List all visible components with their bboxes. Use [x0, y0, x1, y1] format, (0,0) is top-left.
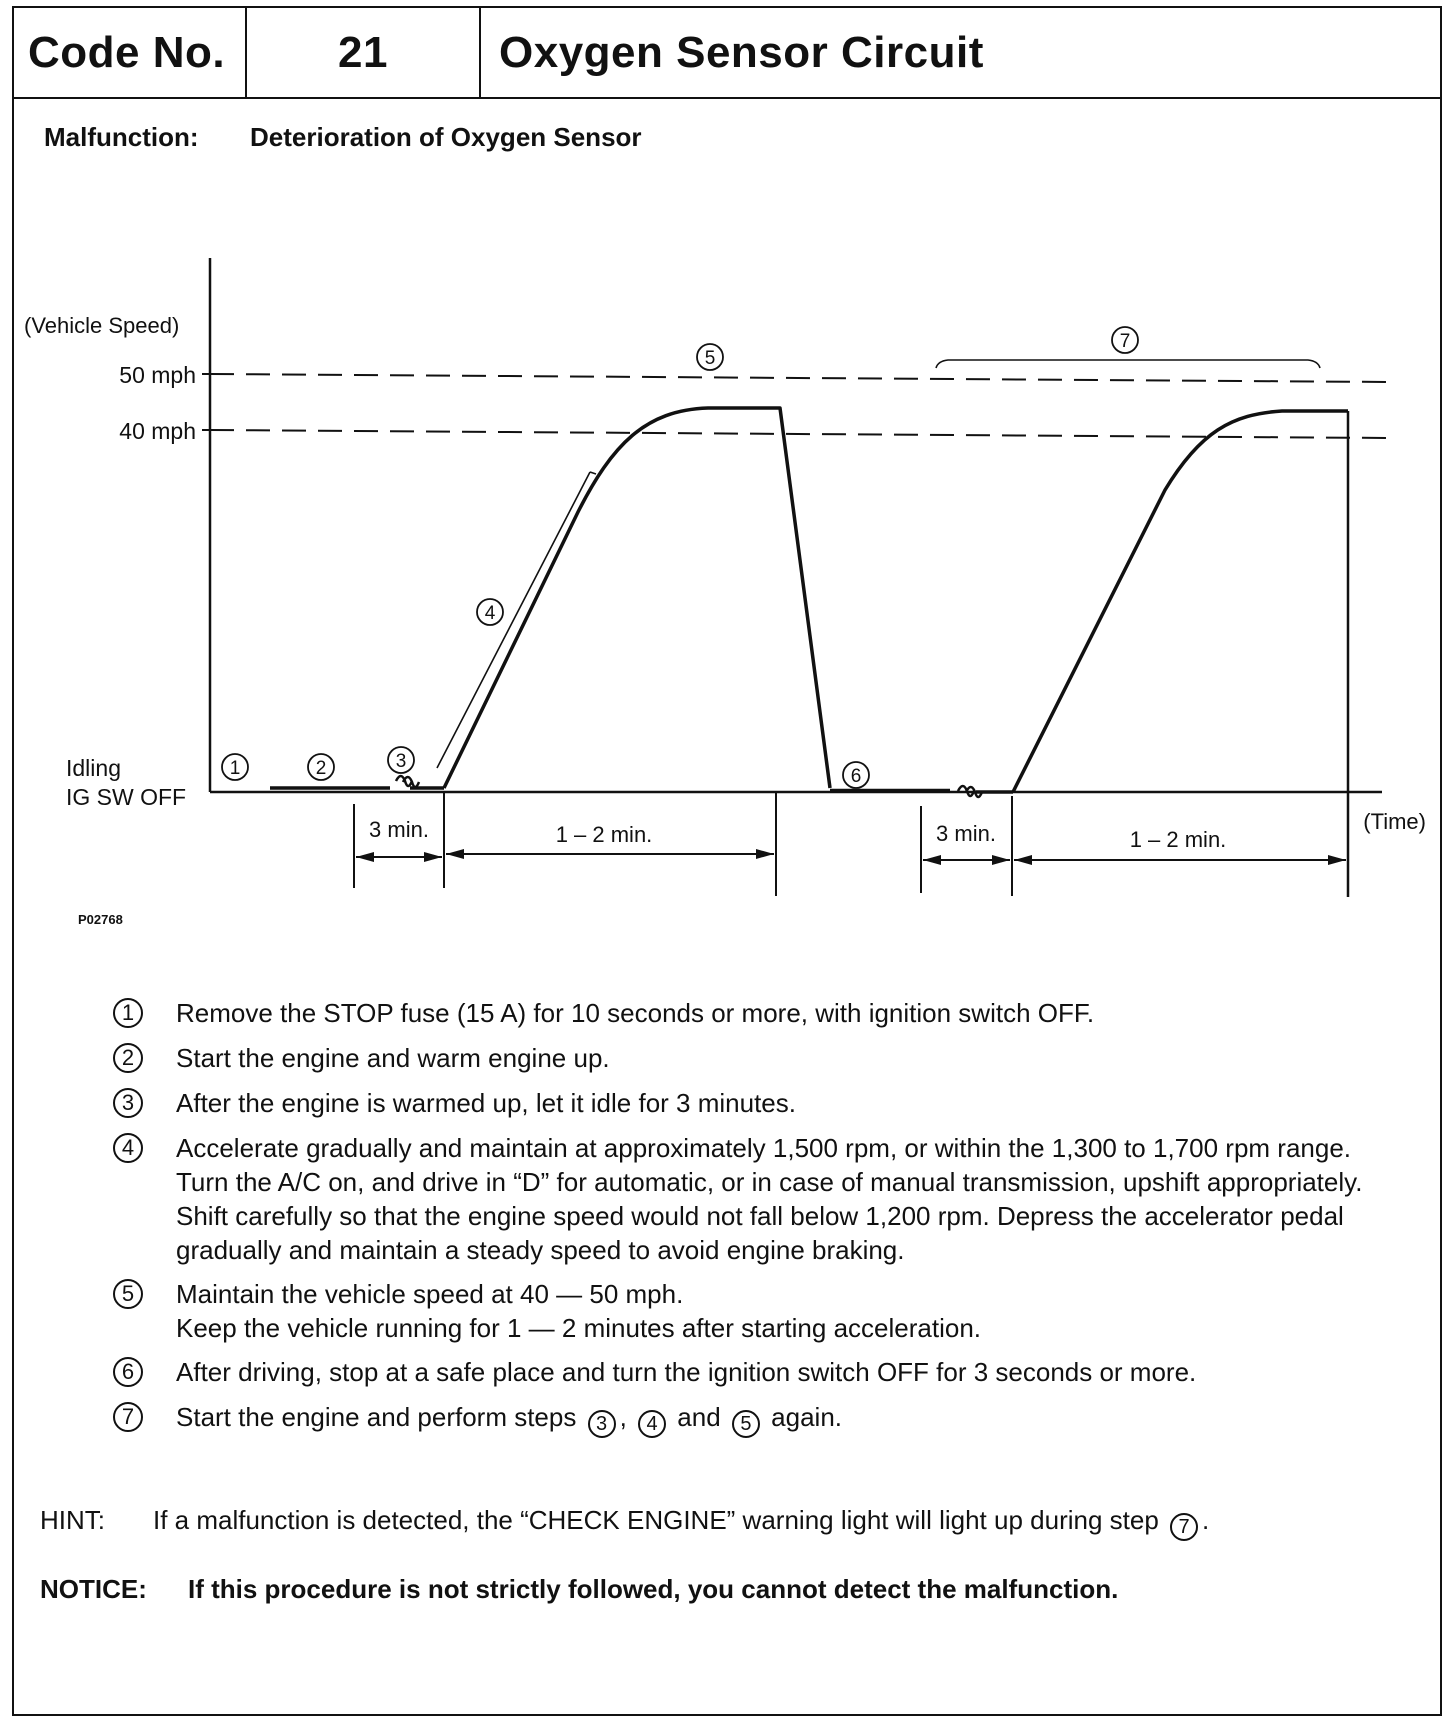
speed-curve-1: [444, 408, 830, 788]
marker-2-number: 2: [315, 758, 327, 779]
marker-4: [477, 599, 503, 625]
step-6-number: 6: [113, 1357, 143, 1387]
speed-curve-2: [1013, 411, 1348, 792]
step4-bracket-top: [590, 472, 596, 474]
marker-3-number: 3: [395, 751, 407, 772]
step-7-text: [176, 1400, 842, 1438]
label-50mph: 50 mph: [119, 362, 196, 388]
step-3: [110, 1086, 1390, 1121]
step-7-number: 7: [113, 1402, 143, 1432]
hint-body: [153, 1505, 1209, 1541]
step-5-body: [176, 1277, 981, 1345]
page-title: Oxygen Sensor Circuit: [499, 27, 984, 77]
step-6-text: After driving, stop at a safe place and turn the ignition switch OFF for 3 seconds or more.: [176, 1357, 1197, 1387]
label-12min-b: 1 – 2 min.: [1129, 827, 1227, 852]
arrow-3min-a-right: [424, 852, 442, 862]
step-6: [110, 1355, 1390, 1390]
marker-2: [308, 754, 334, 780]
break-mark-1: [396, 776, 419, 787]
step-5: [110, 1277, 1390, 1345]
marker-7: [1112, 327, 1138, 353]
step-2: [110, 1041, 1390, 1076]
malfunction-label: Malfunction:: [44, 122, 199, 152]
step4-bracket: [437, 472, 590, 768]
code-label: Code No.: [14, 8, 247, 97]
figure-code: P02768: [78, 912, 123, 927]
arrow-3min-b-right: [992, 855, 1010, 865]
step-7-comma: ,: [619, 1402, 627, 1432]
hint-end: .: [1202, 1505, 1210, 1535]
step-3-number: 3: [113, 1088, 143, 1118]
code-value: 21: [247, 8, 481, 97]
step-1-text: Remove the STOP fuse (15 A) for 10 seconds or more, with ignition switch OFF.: [176, 998, 1095, 1028]
arrow-12min-b-right: [1328, 855, 1346, 865]
step-4-number: 4: [113, 1133, 143, 1163]
step-4: [110, 1131, 1390, 1267]
arrow-12min-a-left: [446, 849, 464, 859]
notice-text: If this procedure is not strictly followed, you cannot detect the malfunction.: [188, 1574, 1119, 1604]
y-axis-label: (Vehicle Speed): [24, 313, 180, 338]
label-ig-sw-off: IG SW OFF: [66, 784, 187, 810]
label-idling: Idling: [66, 755, 121, 781]
dashed-line-50mph: [210, 374, 1390, 382]
arrow-12min-b-left: [1014, 855, 1032, 865]
label-3min-b: 3 min.: [936, 821, 996, 846]
step-4-text: Accelerate gradually and maintain at approximately 1,500 rpm, or within the 1,300 to 1,700 rpm range. Turn the A/C on, and drive in “D” for automatic, or in case of manual transmission, upshift appropriately. Shift carefully so that the engine speed would not fall below 1,200 rpm. Depress the accelerator pedal gradually and maintain a steady speed to avoid engine braking.: [176, 1133, 1363, 1265]
label-12min-a: 1 – 2 min.: [555, 822, 653, 847]
step-3-text: After the engine is warmed up, let it idle for 3 minutes.: [176, 1088, 796, 1118]
marker-1: [222, 754, 248, 780]
hint-label: HINT:: [40, 1505, 105, 1535]
step-7-text-before: Start the engine and perform steps: [176, 1402, 577, 1432]
marker-6: [843, 762, 869, 788]
step-7: [110, 1400, 1390, 1438]
procedure-steps: [110, 996, 1390, 1448]
step-7-ref-5: 5: [732, 1410, 760, 1438]
step-1-number: 1: [113, 998, 143, 1028]
step-7-text-after: again.: [771, 1402, 842, 1432]
label-time: (Time): [1363, 809, 1426, 834]
marker-3: [388, 747, 414, 773]
step-5-text: Maintain the vehicle speed at 40 — 50 mph.: [176, 1279, 684, 1309]
malfunction-text: Deterioration of Oxygen Sensor: [250, 122, 642, 152]
step-5-text-2: Keep the vehicle running for 1 — 2 minutes after starting acceleration.: [176, 1313, 981, 1343]
arrow-3min-a-left: [356, 852, 374, 862]
label-3min-a: 3 min.: [369, 817, 429, 842]
step7-brace: [936, 360, 1320, 368]
notice-line: [40, 1574, 1118, 1605]
step-5-number: 5: [113, 1279, 143, 1309]
hint-line: [40, 1505, 1209, 1541]
hint-text: If a malfunction is detected, the “CHECK ENGINE” warning light will light up during step: [153, 1505, 1159, 1535]
arrow-12min-a-right: [756, 849, 774, 859]
step-7-and: and: [677, 1402, 721, 1432]
step-7-ref-3: 3: [588, 1410, 616, 1438]
step-2-number: 2: [113, 1043, 143, 1073]
step-2-text: Start the engine and warm engine up.: [176, 1043, 610, 1073]
label-40mph: 40 mph: [119, 418, 196, 444]
marker-4-number: 4: [484, 603, 496, 624]
hint-ref-7: 7: [1170, 1513, 1198, 1541]
marker-7-number: 7: [1119, 331, 1131, 352]
step-7-ref-4: 4: [638, 1410, 666, 1438]
notice-label: NOTICE:: [40, 1574, 147, 1604]
marker-1-number: 1: [229, 758, 241, 779]
step-1: [110, 996, 1390, 1031]
marker-6-number: 6: [850, 766, 862, 787]
arrow-3min-b-left: [923, 855, 941, 865]
marker-5-number: 5: [704, 348, 716, 369]
marker-5: [697, 344, 723, 370]
